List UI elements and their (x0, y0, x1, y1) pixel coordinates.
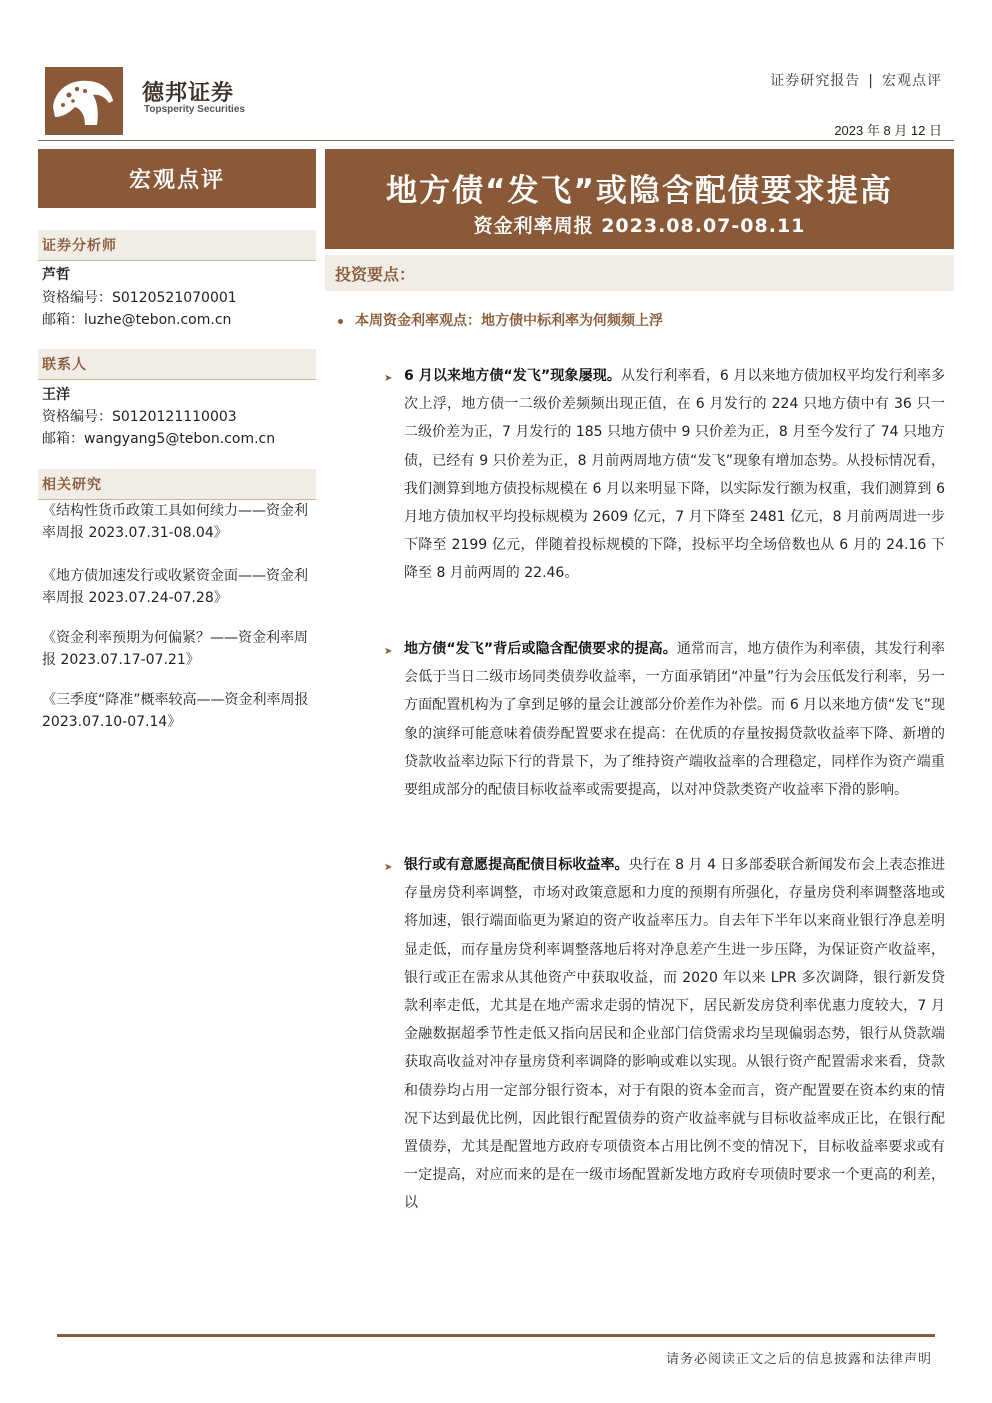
paragraph-lead: 银行或有意愿提高配债目标收益率。 (404, 857, 629, 873)
related-item[interactable]: 《三季度“降准”概率较高——资金利率周报 2023.07.10-07.14》 (42, 692, 309, 730)
view-line (338, 310, 663, 330)
category-badge: 宏观点评 (38, 149, 316, 208)
related-item[interactable]: 《结构性货币政策工具如何续力——资金利率周报 2023.07.31-08.04》 (42, 503, 308, 541)
page-title: 地方债“发飞”或隐含配债要求提高 (386, 173, 893, 209)
brand-name-en: Topsperity Securities (144, 104, 245, 115)
paragraph-lead: 6 月以来地方债“发飞”现象屡现。 (404, 368, 621, 384)
analyst-email: 邮箱：luzhe@tebon.com.cn (42, 312, 232, 328)
paragraph (404, 851, 945, 1218)
leopard-logo-icon (45, 67, 123, 135)
report-category: 宏观点评 (882, 73, 942, 89)
paragraph-lead: 地方债“发飞”背后或隐含配债要求的提高。 (404, 641, 677, 657)
arrow-bullet-icon: ➤ (384, 373, 393, 384)
arrow-bullet-icon: ➤ (384, 646, 393, 657)
analyst-heading: 证券分析师 (38, 230, 316, 260)
paragraph-body: 央行在 8 月 4 日多部委联合新闻发布会上表态推进存量房贷利率调整，市场对政策意愿和力度的预期有所强化，存量房贷利率调整落地或将加速，银行端面临更为紧迫的资产收益率压力。自去年下半年以来商业银行净息差明显走低，而存量房贷利率调整落地后将对净息差产生进一步压降，为保证资产收益率，银行或正在需求从其他资产中获取收益，而 2020 年以来 LPR 多次调降，银行新发贷款利率走低，尤其是在地产需求走弱的情况下，居民新发房贷利率优惠力度较大，7 月金融数据超季节性走低又指向居民和企业部门信贷需求均呈现偏弱态势，银行从贷款端获取高收益对冲存量房贷利率调降的影响或难以实现。从银行资产配置需求来看，贷款和债券均占用一定部分银行资本，对于有限的资本金而言，资产配置要在资本约束的情况下达到最优比例，因此银行配置债券的资产收益率就与目标收益率成正比，在银行配置债券，尤其是配置地方政府专项债资本占用比例不变的情况下，目标收益率要求或有一定提高，对应而来的是在一级市场配置新发地方政府专项债时要求一个更高的利差，以 (404, 857, 946, 1212)
paragraph (404, 362, 945, 588)
report-kind: 证券研究报告 (770, 73, 861, 89)
header-divider (38, 140, 954, 141)
contact-email: 邮箱：wangyang5@tebon.com.cn (42, 431, 276, 447)
contact-name: 王洋 (42, 387, 70, 403)
brand-name: 德邦证券 (142, 81, 235, 106)
footer-divider (57, 1334, 935, 1337)
paragraph-body: 通常而言，地方债作为利率债，其发行利率会低于当日二级市场同类债券收益率，一方面承销团“冲量”行为会压低发行利率，另一方面配置机构为了拿到足够的量会让渡部分价差作为补偿。而 6 月以来地方债“发飞”现象的演绎可能意味着债券配置要求在提高：在优质的存量按揭贷款收益率下降、新增的贷款收益率边际下行的背景下，为了维持资产端收益率的合理稳定，同样作为资产端重要组成部分的配债目标收益率或需要提高，以对冲贷款类资产收益率下滑的影响。 (404, 641, 946, 799)
footer-disclaimer: 请务必阅读正文之后的信息披露和法律声明 (665, 1352, 932, 1367)
related-item[interactable]: 《资金利率预期为何偏紧？——资金利率周报 2023.07.17-07.21》 (42, 630, 308, 668)
report-type: 证券研究报告 | 宏观点评 (770, 73, 942, 89)
dot-bullet-icon (338, 319, 343, 324)
arrow-bullet-icon: ➤ (384, 862, 393, 873)
analyst-cert: 资格编号：S0120521070001 (42, 290, 237, 306)
related-item[interactable]: 《地方债加速发行或收紧资金面——资金利率周报 2023.07.24-07.28》 (42, 568, 308, 606)
contact-cert: 资格编号：S0120121110003 (42, 409, 237, 425)
paragraph (404, 635, 945, 804)
related-heading: 相关研究 (38, 469, 316, 499)
contact-heading: 联系人 (38, 349, 316, 379)
paragraph-body: 从发行利率看，6 月以来地方债加权平均发行利率多次上浮，地方债一二级价差频频出现正值，在 6 月发行的 224 只地方债中有 36 只一二级价差为正，7 月发行的 185 只地方债中 9 只价差为正，8 月至今发行了 74 只地方债，已经有 9 只价差为正，8 月前两周地方债“发飞”现象有增加态势。从投标情况看，我们测算到地方债投标规模在 6 月以来明显下降，以实际发行额为权重，我们测算到 6 月地方债加权平均投标规模为 2609 亿元，7 月下降至 2481 亿元，8 月前两周进一步下降至 2199 亿元，伴随着投标规模的下降，投标平均全场倍数也从 6 月的 24.16 下降至 8 月前两周的 22.46。 (404, 368, 945, 582)
view-line-text: 本周资金利率观点：地方债中标利率为何频频上浮 (355, 313, 663, 329)
page-subtitle: 资金利率周报 2023.08.07-08.11 (473, 215, 806, 237)
title-banner (325, 149, 954, 249)
points-heading: 投资要点： (325, 255, 954, 291)
report-date: 2023 年 8 月 12 日 (834, 123, 942, 138)
analyst-name: 芦哲 (42, 267, 70, 283)
